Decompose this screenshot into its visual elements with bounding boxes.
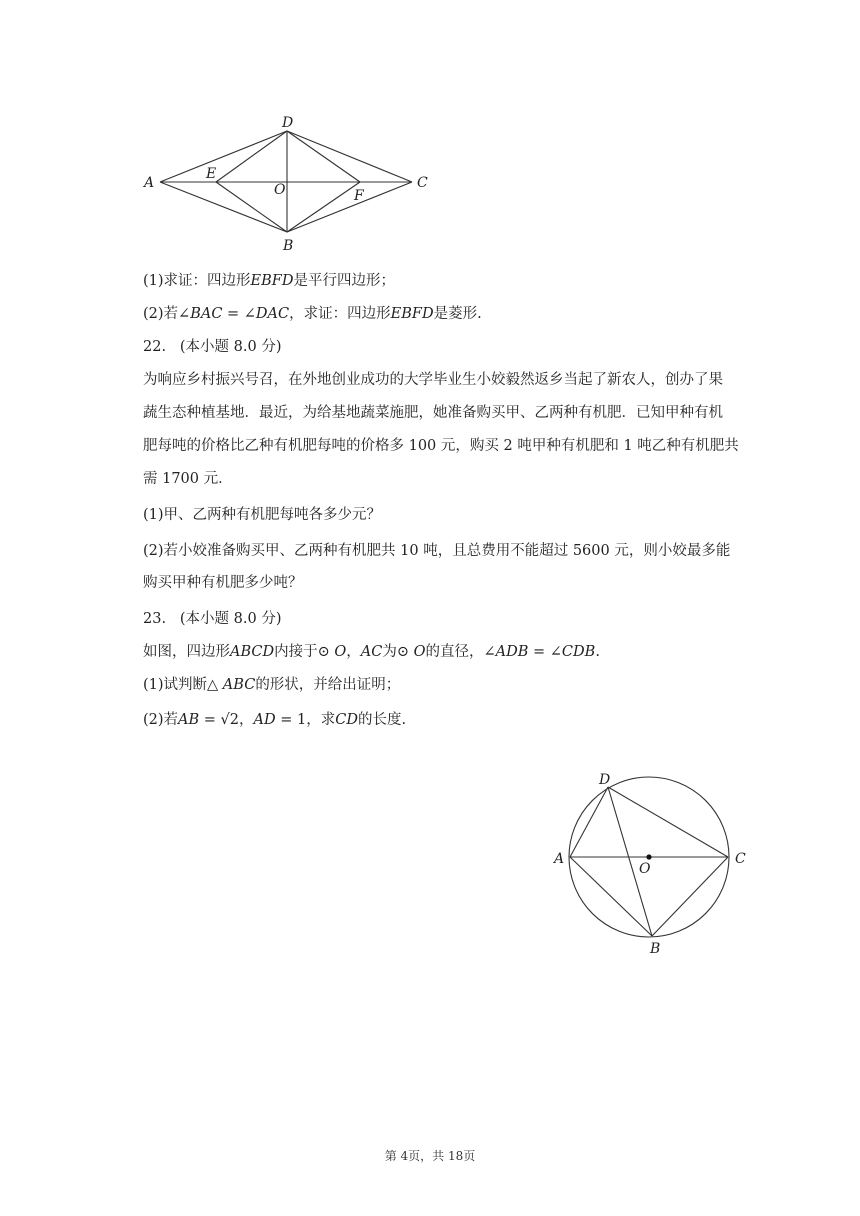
q22-body-line: 肥每吨的价格比乙种有机肥每吨的价格多 100 元，购买 2 吨甲种有机肥和 1 吨乙种有机肥共 <box>143 438 739 454</box>
q21-part2: (2)若∠BAC = ∠DAC，求证：四边形EBFD是菱形. <box>143 306 482 322</box>
label-C: C <box>735 851 746 867</box>
q23-part2: (2)若AB = √2，AD = 1，求CD的长度. <box>143 712 407 728</box>
page-footer: 第 4页，共 18页 <box>384 1149 476 1163</box>
label-A: A <box>144 175 155 191</box>
label-E: E <box>206 166 217 182</box>
q23-statement: 如图，四边形ABCD内接于⊙ O，AC为⊙ O的直径，∠ADB = ∠CDB. <box>143 644 600 660</box>
label-D: D <box>599 772 611 788</box>
q22-part1: (1)甲、乙两种有机肥每吨各多少元？ <box>143 507 382 523</box>
label-D: D <box>282 115 294 131</box>
label-B: B <box>283 238 294 254</box>
q23-part1: (1)试判断△ ABC的形状，并给出证明； <box>143 677 401 693</box>
q22-part2-cont: 购买甲种有机肥多少吨？ <box>143 575 303 591</box>
q22-body-line: 蔬生态种植基地．最近，为给基地蔬菜施肥，她准备购买甲、乙两种有机肥．已知甲种有机 <box>143 405 723 421</box>
rhombus-figure <box>140 110 440 260</box>
q22-body-line: 为响应乡村振兴号召，在外地创业成功的大学毕业生小姣毅然返乡当起了新农人，创办了果 <box>143 372 723 388</box>
label-A: A <box>554 851 565 867</box>
label-C: C <box>417 175 428 191</box>
q22-part2: (2)若小姣准备购买甲、乙两种有机肥共 10 吨，且总费用不能超过 5600 元，则小姣最多能 <box>143 543 731 559</box>
center-dot <box>646 854 651 859</box>
q22-body-line: 需 1700 元． <box>143 471 233 487</box>
q21-part1: (1)求证：四边形EBFD是平行四边形； <box>143 273 395 289</box>
label-B: B <box>650 941 661 957</box>
q23-header: 23. (本小题 8.0 分) <box>143 611 282 627</box>
label-O: O <box>274 182 286 198</box>
q22-header: 22. (本小题 8.0 分) <box>143 339 282 355</box>
label-O: O <box>639 861 651 877</box>
circle-figure <box>545 765 760 965</box>
label-F: F <box>354 188 364 204</box>
